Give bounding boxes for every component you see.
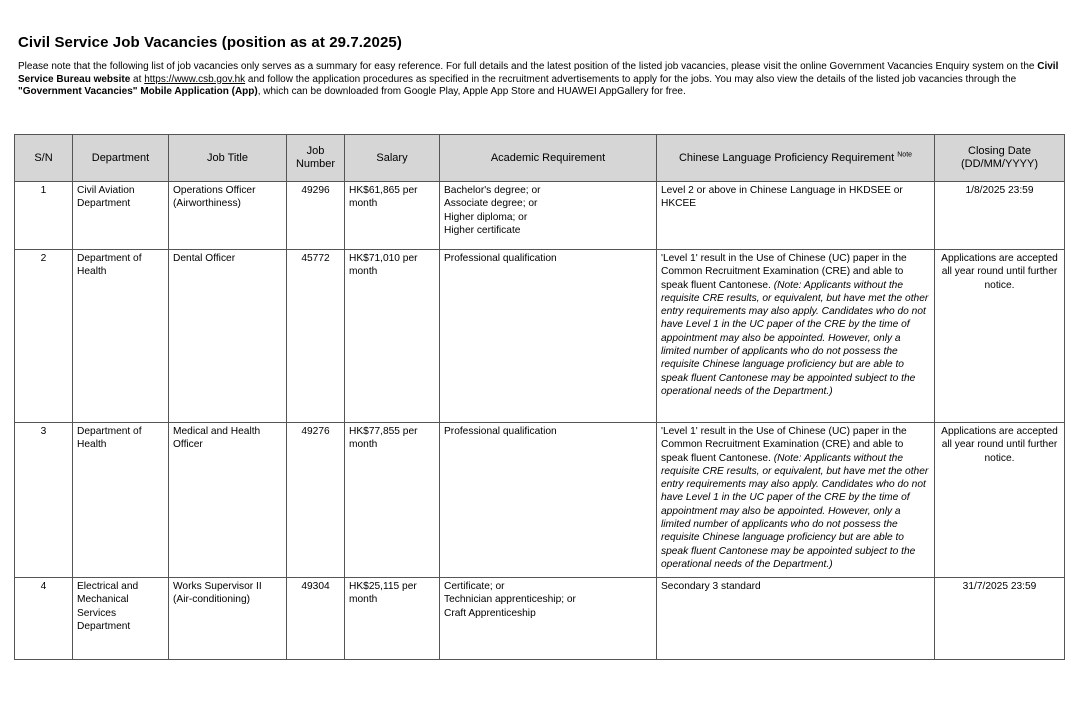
cell-job-title: Dental Officer (169, 250, 287, 423)
academic-line: Certificate; or (444, 581, 505, 592)
academic-line: Higher diploma; or (444, 211, 528, 223)
csb-link[interactable]: https://www.csb.gov.hk (144, 73, 246, 85)
intro-text: , which can be downloaded from Google Play, Apple App Store and HUAWEI AppGallery for free. (257, 86, 686, 98)
academic-line: Bachelor's degree; or (444, 185, 541, 196)
academic-line: Professional qualification (444, 253, 557, 264)
cell-closing-date: Applications are accepted all year round until further notice. (935, 423, 1065, 578)
cell-salary: HK$61,865 per month (345, 182, 440, 250)
header-department: Department (73, 135, 169, 182)
cell-academic (440, 423, 657, 578)
cell-sn: 2 (15, 250, 73, 423)
chinese-requirement: 'Level 1' result in the Use of Chinese (UC) paper in the Common Recruitment Examination (CRE) and able to speak fluent Cantonese. (661, 253, 907, 291)
header-salary: Salary (345, 135, 440, 182)
table-row (15, 182, 1065, 250)
chinese-requirement: Secondary 3 standard (661, 581, 761, 592)
intro-text: and follow the application procedures as specified in the recruitment advertisements to apply for the jobs. You may also view the details of the listed job vacancies through the (245, 73, 1017, 85)
cell-academic (440, 578, 657, 660)
chinese-note: (Note: Applicants without the requisite CRE results, or equivalent, but have met the other entry requirements may also apply. Candidates who do not have Level 1 in the UC paper of the CRE by the time of appointment may also be appointed. However, only a limited number of applicants who do not possess the requisite Chinese language proficiency but are able to speak fluent Cantonese may be appointed subject to the operational needs of the Department.) (661, 279, 929, 397)
header-sn: S/N (15, 135, 73, 182)
header-job-number: Job Number (287, 135, 345, 182)
table-row (15, 423, 1065, 578)
academic-line: Professional qualification (444, 426, 557, 437)
academic-line: Associate degree; or (444, 198, 538, 210)
intro-paragraph (18, 61, 1063, 99)
cell-closing-date: 31/7/2025 23:59 (935, 578, 1065, 660)
table-row (15, 578, 1065, 660)
cell-job-title: Operations Officer (Airworthiness) (169, 182, 287, 250)
cell-sn: 3 (15, 423, 73, 578)
chinese-note: (Note: Applicants without the requisite CRE results, or equivalent, but have met the other entry requirements may also apply. Candidates who do not have Level 1 in the UC paper of the CRE by the time of appointment may also be appointed. However, only a limited number of applicants who do not possess the requisite Chinese language proficiency but are able to speak fluent Cantonese may be appointed subject to the operational needs of the Department.) (661, 452, 929, 570)
cell-salary: HK$25,115 per month (345, 578, 440, 660)
intro-text: Please note that the following list of job vacancies only serves as a summary for easy reference. For full details and the latest position of the listed job vacancies, please visit the online Government Vacancies Enquiry system on the (18, 61, 1038, 72)
cell-chinese (657, 250, 935, 423)
cell-department: Electrical and Mechanical Services Department (73, 578, 169, 660)
intro-text: at (130, 73, 145, 85)
academic-line: Craft Apprenticeship (444, 607, 536, 619)
academic-line: Technician apprenticeship; or (444, 594, 576, 606)
header-closing-date: Closing Date (DD/MM/YYYY) (935, 135, 1065, 182)
cell-closing-date: Applications are accepted all year round until further notice. (935, 250, 1065, 423)
cell-job-title: Works Supervisor II (Air-conditioning) (169, 578, 287, 660)
vacancies-table (14, 134, 1065, 660)
mobile-app-label: "Government Vacancies" Mobile Application (App) (18, 86, 258, 98)
table-row (15, 250, 1065, 423)
cell-department: Department of Health (73, 250, 169, 423)
page-title: Civil Service Job Vacancies (position as at 29.7.2025) (18, 34, 402, 51)
cell-department: Civil Aviation Department (73, 182, 169, 250)
cell-salary: HK$71,010 per month (345, 250, 440, 423)
header-job-title: Job Title (169, 135, 287, 182)
academic-line: Higher certificate (444, 224, 521, 236)
table-header-row (15, 135, 1065, 182)
header-chinese-label: Chinese Language Proficiency Requirement (678, 151, 895, 164)
cell-academic (440, 250, 657, 423)
cell-job-number: 49304 (287, 578, 345, 660)
cell-salary: HK$77,855 per month (345, 423, 440, 578)
csb-website-label: Civil Service Bureau website (18, 61, 1059, 85)
cell-job-number: 49276 (287, 423, 345, 578)
cell-academic (440, 182, 657, 250)
cell-chinese (657, 423, 935, 578)
cell-job-number: 45772 (287, 250, 345, 423)
cell-department: Department of Health (73, 423, 169, 578)
chinese-requirement: 'Level 1' result in the Use of Chinese (UC) paper in the Common Recruitment Examination (CRE) and able to speak fluent Cantonese. (661, 426, 907, 464)
cell-job-title: Medical and Health Officer (169, 423, 287, 578)
cell-chinese (657, 578, 935, 660)
header-academic-requirement: Academic Requirement (440, 135, 657, 182)
cell-sn: 1 (15, 182, 73, 250)
header-chinese-requirement (657, 135, 935, 182)
cell-job-number: 49296 (287, 182, 345, 250)
chinese-requirement: Level 2 or above in Chinese Language in HKDSEE or HKCEE (661, 185, 903, 210)
cell-chinese (657, 182, 935, 250)
cell-sn: 4 (15, 578, 73, 660)
cell-closing-date: 1/8/2025 23:59 (935, 182, 1065, 250)
header-note-marker: Note (897, 150, 913, 158)
